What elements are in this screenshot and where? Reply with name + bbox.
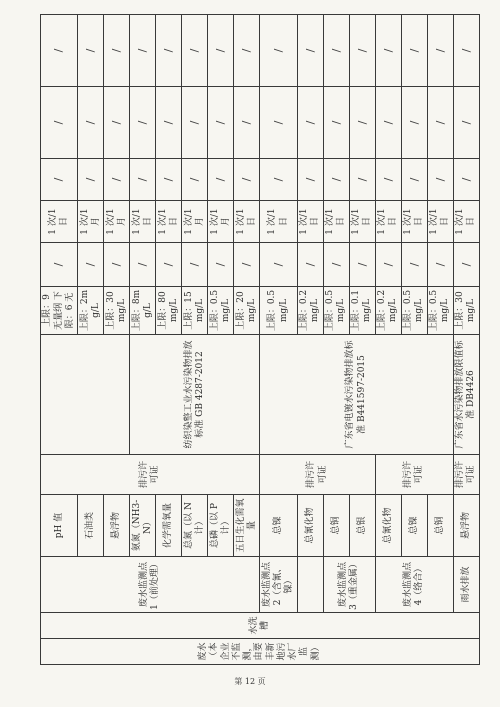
dash-cell: /: [349, 159, 375, 201]
frequency-cell: 1 次/1 日: [349, 201, 375, 243]
dash-cell: /: [41, 15, 78, 87]
dash-cell: /: [260, 159, 297, 201]
frequency-cell: 1 次/1 日: [234, 201, 260, 243]
limit-cell: 上限：0.5mg/L: [260, 287, 297, 335]
limit-cell: 上限：0.2mg/L: [375, 287, 401, 335]
frequency-cell: 1 次/1 日: [427, 201, 453, 243]
page-number: 第 12 页: [234, 677, 266, 686]
dash-cell: /: [41, 87, 78, 159]
dash-cell: /: [130, 87, 156, 159]
frequency-cell: 1 次/1 日: [323, 201, 349, 243]
dash-cell: /: [297, 243, 323, 287]
dash-cell: /: [323, 159, 349, 201]
frequency-cell: 1 次/1 月: [182, 201, 208, 243]
limit-cell: 上限：0.1mg/L: [349, 287, 375, 335]
dash-cell: /: [234, 87, 260, 159]
dash-cell: /: [260, 15, 297, 87]
subcategory-cell: 水洗槽: [41, 613, 480, 639]
dash-cell: /: [453, 159, 479, 201]
limit-cell: 上限：15mg/L: [182, 287, 208, 335]
dash-cell: /: [78, 15, 104, 87]
point-cell: 废水监测点 2（含氰、镍）: [260, 557, 297, 613]
dash-cell: /: [375, 159, 401, 201]
dash-cell: /: [260, 87, 297, 159]
limit-cell: 上限：0.5mg/L: [208, 287, 234, 335]
pollutant-cell: 氨氮（NH3-N）: [130, 495, 156, 557]
limit-cell: 上限：0.5mg/L: [401, 287, 427, 335]
dash-cell: /: [453, 15, 479, 87]
dash-cell: /: [234, 243, 260, 287]
table-row: [41, 15, 78, 665]
pollutant-cell: 悬浮物: [104, 495, 130, 557]
dash-cell: /: [260, 243, 297, 287]
standard-cell: 纺织染整工业水污染物排放标准 GB 4287-2012: [130, 335, 260, 455]
frequency-cell: 1 次/1 日: [375, 201, 401, 243]
dash-cell: /: [323, 87, 349, 159]
dash-cell: /: [156, 243, 182, 287]
point-cell: [297, 557, 323, 613]
dash-cell: /: [156, 15, 182, 87]
pollutant-cell: 总氰化物: [375, 495, 401, 557]
pollutant-cell: 总氮（以 N 计）: [182, 495, 208, 557]
basis-cell: 排污许可证: [375, 455, 453, 495]
dash-cell: /: [104, 15, 130, 87]
standard-cell: 广东省电镀水污染物排放标准 B441597-2015: [260, 335, 453, 455]
frequency-cell: 1 次/1 日: [41, 201, 78, 243]
pollutant-cell: 悬浮物: [453, 495, 479, 557]
category-cell: 废水（本企业不监测，由要丰新地污水厂监测）: [41, 639, 480, 665]
dash-cell: /: [104, 243, 130, 287]
pollutant-cell: 总铜: [323, 495, 349, 557]
dash-cell: /: [130, 15, 156, 87]
dash-cell: /: [234, 159, 260, 201]
dash-cell: /: [41, 159, 78, 201]
rotated-table-page: [40, 15, 480, 665]
dash-cell: /: [349, 87, 375, 159]
pollutant-cell: 总铜: [427, 495, 453, 557]
point-cell: 雨水排放: [453, 557, 479, 613]
dash-cell: /: [349, 15, 375, 87]
dash-cell: /: [104, 87, 130, 159]
limit-cell: 上限：30mg/L: [104, 287, 130, 335]
dash-cell: /: [297, 15, 323, 87]
frequency-cell: 1 次/1 日: [453, 201, 479, 243]
dash-cell: /: [182, 159, 208, 201]
dash-cell: /: [453, 87, 479, 159]
dash-cell: /: [208, 87, 234, 159]
pollutant-cell: 化学需氧量: [156, 495, 182, 557]
dash-cell: /: [130, 159, 156, 201]
point-cell: 废水监测点 4（络合）: [375, 557, 453, 613]
dash-cell: /: [182, 15, 208, 87]
dash-cell: /: [401, 15, 427, 87]
limit-cell: 上限：0.2mg/L: [297, 287, 323, 335]
dash-cell: /: [104, 159, 130, 201]
dash-cell: /: [208, 243, 234, 287]
limit-cell: 上限：20mg/L: [234, 287, 260, 335]
standard-cell: [41, 335, 130, 455]
dash-cell: /: [297, 87, 323, 159]
limit-cell: 上限：0.5mg/L: [427, 287, 453, 335]
dash-cell: /: [323, 15, 349, 87]
limit-cell: 上限：80mg/L: [156, 287, 182, 335]
frequency-cell: 1 次/1 月: [104, 201, 130, 243]
limit-cell: 上限：9 无量纲 下限：6 无: [41, 287, 78, 335]
pollutant-cell: 总氰化物: [297, 495, 323, 557]
dash-cell: /: [401, 159, 427, 201]
frequency-cell: 1 次/1 月: [78, 201, 104, 243]
limit-cell: 上限：0.5mg/L: [323, 287, 349, 335]
dash-cell: /: [453, 243, 479, 287]
dash-cell: /: [234, 15, 260, 87]
pollutant-cell: 总镍: [260, 495, 297, 557]
dash-cell: /: [182, 243, 208, 287]
frequency-cell: 1 次/1 日: [260, 201, 297, 243]
basis-cell: 排污许可证: [41, 455, 260, 495]
dash-cell: /: [375, 87, 401, 159]
table-row: [260, 15, 297, 665]
frequency-cell: 1 次/1 日: [401, 201, 427, 243]
dash-cell: /: [297, 159, 323, 201]
limit-cell: 上限：8mg/L: [130, 287, 156, 335]
dash-cell: /: [401, 243, 427, 287]
dash-cell: /: [401, 87, 427, 159]
dash-cell: /: [427, 15, 453, 87]
dash-cell: /: [349, 243, 375, 287]
dash-cell: /: [427, 243, 453, 287]
dash-cell: /: [78, 159, 104, 201]
table-row: [453, 15, 479, 665]
pollutant-cell: 石油类: [78, 495, 104, 557]
dash-cell: /: [427, 87, 453, 159]
dash-cell: /: [182, 87, 208, 159]
frequency-cell: 1 次/1 日: [297, 201, 323, 243]
dash-cell: /: [156, 87, 182, 159]
limit-cell: 上限：2mg/L: [78, 287, 104, 335]
dash-cell: /: [41, 243, 78, 287]
frequency-cell: 1 次/1 月: [208, 201, 234, 243]
dash-cell: /: [375, 243, 401, 287]
point-cell: 废水监测点 3（重金属）: [323, 557, 375, 613]
dash-cell: /: [78, 243, 104, 287]
pollutant-cell: 五日生化需氧量: [234, 495, 260, 557]
frequency-cell: 1 次/1 日: [130, 201, 156, 243]
standard-cell: 广东省水污染物排放限值标准 DB4426: [453, 335, 479, 455]
pollutant-cell: 总银: [349, 495, 375, 557]
dash-cell: /: [375, 15, 401, 87]
dash-cell: /: [78, 87, 104, 159]
dash-cell: /: [323, 243, 349, 287]
dash-cell: /: [427, 159, 453, 201]
dash-cell: /: [130, 243, 156, 287]
basis-cell: 排污许可证: [260, 455, 375, 495]
frequency-cell: 1 次/1 日: [156, 201, 182, 243]
dash-cell: /: [156, 159, 182, 201]
point-cell: 废水监测点 1（前处理）: [41, 557, 260, 613]
basis-cell: 排污许可证: [453, 455, 479, 495]
pollutant-cell: 总磷（以 P 计）: [208, 495, 234, 557]
monitoring-table: [40, 14, 480, 665]
limit-cell: 上限：30mg/L: [453, 287, 479, 335]
dash-cell: /: [208, 15, 234, 87]
pollutant-cell: 总镍: [401, 495, 427, 557]
pollutant-cell: pH 值: [41, 495, 78, 557]
dash-cell: /: [208, 159, 234, 201]
